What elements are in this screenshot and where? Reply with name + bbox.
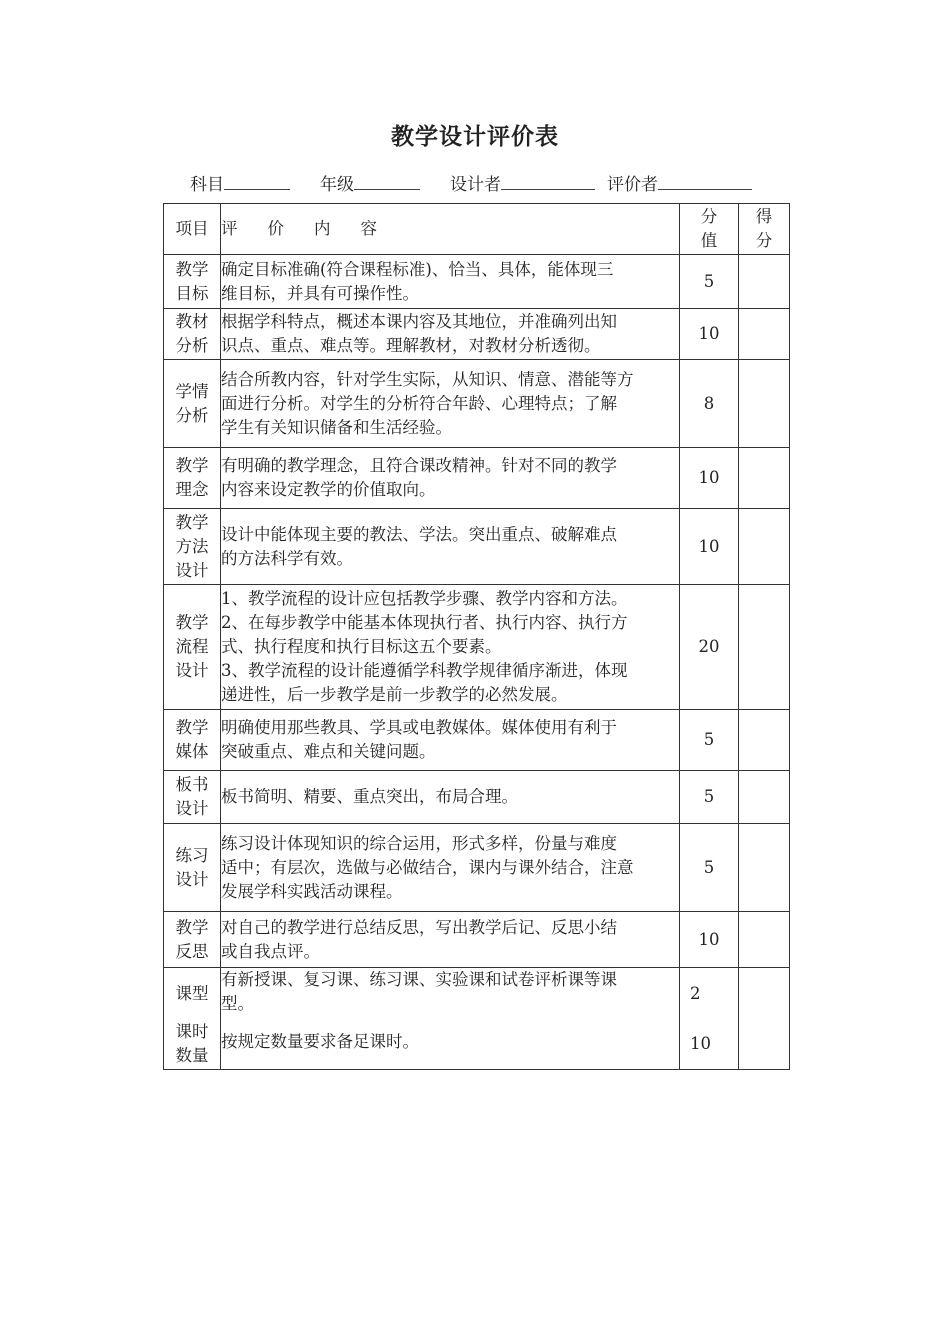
table-header-row — [164, 204, 790, 255]
row-score: 10 — [680, 509, 739, 585]
row-content-line: 维目标，并具有可操作性。 — [221, 283, 419, 303]
row-content-line: 学生有关知识储备和生活经验。 — [221, 417, 452, 437]
row-content-line: 练习设计体现知识的综合运用，形式多样，份量与难度 — [221, 833, 617, 853]
row-item — [164, 448, 221, 509]
row-item-line: 分析 — [175, 405, 209, 425]
row-score-lesson-type: 2 — [690, 984, 701, 1003]
row-content-line: 的方法科学有效。 — [221, 548, 353, 568]
row-content-line: 型。 — [221, 994, 254, 1013]
table-row — [164, 448, 790, 509]
row-item-line: 设计 — [175, 661, 209, 680]
row-score: 5 — [680, 255, 739, 309]
grade-label: 年级 — [320, 175, 354, 195]
row-item-line: 分析 — [175, 336, 209, 355]
row-content-line: 3、教学流程的设计能遵循学科教学规律循序渐进，体现 — [221, 661, 628, 680]
row-got-blank[interactable] — [739, 968, 790, 1070]
row-item-line: 理念 — [175, 480, 209, 499]
table-row — [164, 710, 790, 771]
row-item-line: 练习 — [175, 845, 209, 865]
row-content-line: 内容来设定教学的价值取向。 — [221, 480, 436, 499]
row-item-line: 课时 — [175, 1022, 209, 1041]
row-got-blank[interactable] — [739, 509, 790, 585]
row-score-hours: 10 — [690, 1034, 711, 1053]
row-content — [221, 360, 680, 448]
row-got-blank[interactable] — [739, 448, 790, 509]
row-item-line: 教学 — [175, 718, 209, 737]
row-content-line: 确定目标准确(符合课程标准)、恰当、具体，能体现三 — [221, 259, 614, 279]
row-content-line: 识点、重点、难点等。理解教材，对教材分析透彻。 — [221, 336, 601, 355]
row-item-line: 数量 — [175, 1046, 209, 1065]
row-content-line: 根据学科特点，概述本课内容及其地位，并准确列出知 — [221, 312, 617, 331]
row-content — [221, 448, 680, 509]
row-item-line: 学情 — [175, 381, 209, 401]
row-got-blank[interactable] — [739, 255, 790, 309]
row-item — [164, 509, 221, 585]
page-title: 教学设计评价表 — [391, 123, 559, 150]
row-content — [221, 912, 680, 968]
table-row-last — [164, 968, 790, 1070]
table-row — [164, 771, 790, 824]
row-content-lesson-type — [221, 968, 679, 1020]
row-score: 20 — [680, 585, 739, 710]
row-item — [164, 710, 221, 771]
table-row — [164, 360, 790, 448]
row-content-line: 适中；有层次，选做与必做结合，课内与课外结合，注意 — [221, 857, 634, 877]
row-content-line: 结合所教内容，针对学生实际，从知识、情意、潜能等方 — [221, 369, 634, 389]
row-content-line: 递进性，后一步教学是前一步教学的必然发展。 — [221, 685, 568, 704]
row-got-blank[interactable] — [739, 771, 790, 824]
row-content — [221, 710, 680, 771]
table-row — [164, 912, 790, 968]
header-content: 评价内容 — [221, 204, 680, 255]
row-score: 5 — [680, 824, 739, 912]
header-got-line2: 分 — [755, 231, 773, 250]
row-item — [164, 824, 221, 912]
grade-blank[interactable] — [354, 174, 420, 190]
row-item-line: 教学 — [175, 259, 209, 279]
row-content-line: 发展学科实践活动课程。 — [221, 881, 403, 901]
row-content-line: 面进行分析。对学生的分析符合年龄、心理特点；了解 — [221, 393, 617, 413]
row-got-blank[interactable] — [739, 309, 790, 360]
row-got-blank[interactable] — [739, 912, 790, 968]
row-item-line: 板书 — [175, 775, 209, 794]
row-item-line: 方法 — [175, 536, 209, 556]
header-item: 项目 — [164, 204, 221, 255]
row-content — [221, 585, 680, 710]
row-got-blank[interactable] — [739, 585, 790, 710]
evaluator-label: 评价者 — [607, 175, 658, 195]
row-content — [221, 309, 680, 360]
evaluation-table — [163, 203, 790, 1070]
row-item — [164, 771, 221, 824]
row-item-line: 设计 — [175, 799, 209, 818]
row-item — [164, 255, 221, 309]
row-item-line: 教学 — [175, 917, 209, 937]
row-item-line: 教材 — [175, 312, 209, 331]
table-row — [164, 824, 790, 912]
row-item — [164, 360, 221, 448]
table-row — [164, 309, 790, 360]
row-content-line: 明确使用那些教具、学具或电教媒体。媒体使用有利于 — [221, 718, 617, 737]
row-score: 8 — [680, 360, 739, 448]
row-item-line: 流程 — [175, 637, 209, 656]
row-item — [164, 585, 221, 710]
row-item-line: 设计 — [175, 869, 209, 889]
table-row — [164, 255, 790, 309]
row-content-line: 有明确的教学理念，且符合课改精神。针对不同的教学 — [221, 456, 617, 475]
row-content-line: 突破重点、难点和关键问题。 — [221, 742, 436, 761]
row-content-line: 或自我点评。 — [221, 941, 320, 961]
table-row — [164, 509, 790, 585]
designer-blank[interactable] — [501, 174, 595, 190]
header-score — [680, 204, 739, 255]
designer-label: 设计者 — [450, 175, 501, 195]
row-score: 5 — [680, 710, 739, 771]
row-content-line: 设计中能体现主要的教法、学法。突出重点、破解难点 — [221, 524, 617, 544]
table-row — [164, 585, 790, 710]
row-score: 10 — [680, 309, 739, 360]
form-meta-line — [190, 170, 752, 195]
header-score-line2: 值 — [700, 231, 718, 250]
row-content-line: 1、教学流程的设计应包括教学步骤、教学内容和方法。 — [221, 589, 628, 608]
header-got — [739, 204, 790, 255]
row-content — [221, 509, 680, 585]
row-content-hours: 按规定数量要求备足课时。 — [221, 1032, 419, 1051]
row-item-line: 教学 — [175, 613, 209, 632]
row-item — [164, 912, 221, 968]
row-score-last — [680, 968, 739, 1070]
row-item-line: 设计 — [175, 560, 209, 580]
row-item-lesson-type: 课型 — [175, 984, 209, 1003]
row-item-line: 反思 — [175, 941, 209, 961]
header-score-line1: 分 — [700, 207, 718, 226]
evaluator-blank[interactable] — [658, 174, 752, 190]
row-content-last — [221, 968, 680, 1070]
row-score: 10 — [680, 448, 739, 509]
row-item-line: 目标 — [175, 283, 209, 303]
row-content-line: 板书简明、精要、重点突出，布局合理。 — [221, 787, 518, 806]
row-item-last — [164, 968, 221, 1070]
row-score: 10 — [680, 912, 739, 968]
row-item — [164, 309, 221, 360]
row-content-line: 有新授课、复习课、练习课、实验课和试卷评析课等课 — [221, 970, 617, 989]
row-item-line: 媒体 — [175, 742, 209, 761]
row-item-hours — [164, 1020, 220, 1068]
header-got-line1: 得 — [755, 207, 773, 226]
subject-blank[interactable] — [224, 174, 290, 190]
row-content — [221, 771, 680, 824]
row-got-blank[interactable] — [739, 710, 790, 771]
subject-label: 科目 — [190, 175, 224, 195]
row-content-line: 式、执行程度和执行目标这五个要素。 — [221, 637, 502, 656]
row-content — [221, 255, 680, 309]
row-content-line: 对自己的教学进行总结反思，写出教学后记、反思小结 — [221, 917, 617, 937]
row-got-blank[interactable] — [739, 360, 790, 448]
row-content-line: 2、在每步教学中能基本体现执行者、执行内容、执行方 — [221, 613, 628, 632]
row-item-line: 教学 — [175, 512, 209, 532]
row-content — [221, 824, 680, 912]
row-item-line: 教学 — [175, 456, 209, 475]
row-score: 5 — [680, 771, 739, 824]
row-got-blank[interactable] — [739, 824, 790, 912]
